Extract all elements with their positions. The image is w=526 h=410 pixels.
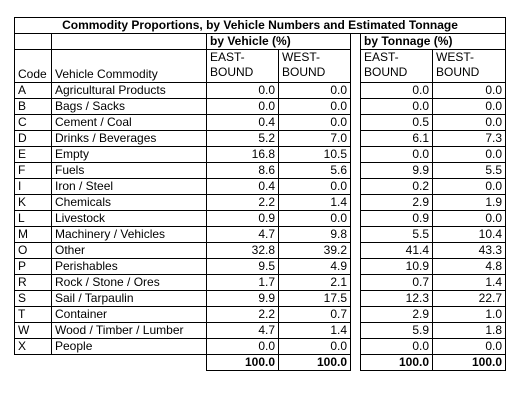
column-gap — [351, 323, 361, 339]
row-tonnage-westbound: 5.5 — [433, 163, 506, 179]
table-row — [15, 131, 506, 147]
row-tonnage-eastbound: 12.3 — [361, 291, 433, 307]
header-vehicle-westbound — [279, 50, 351, 83]
row-tonnage-westbound: 7.3 — [433, 131, 506, 147]
total-vehicle-eastbound: 100.0 — [207, 355, 279, 371]
row-tonnage-westbound: 0.0 — [433, 179, 506, 195]
row-code: P — [15, 259, 52, 275]
row-vehicle-westbound: 0.0 — [279, 211, 351, 227]
column-gap — [351, 131, 361, 147]
row-commodity: Iron / Steel — [52, 179, 207, 195]
row-vehicle-eastbound: 9.5 — [207, 259, 279, 275]
header-tonnage-eastbound — [361, 50, 433, 83]
row-vehicle-eastbound: 0.0 — [207, 83, 279, 99]
row-code: D — [15, 131, 52, 147]
table-title: Commodity Proportions, by Vehicle Numbers and Estimated Tonnage — [15, 18, 506, 34]
row-commodity: Livestock — [52, 211, 207, 227]
row-commodity: Drinks / Beverages — [52, 131, 207, 147]
row-commodity: Cement / Coal — [52, 115, 207, 131]
row-commodity: Container — [52, 307, 207, 323]
row-commodity: Wood / Timber / Lumber — [52, 323, 207, 339]
header-tonnage-westbound — [433, 50, 506, 83]
row-code: K — [15, 195, 52, 211]
row-code: W — [15, 323, 52, 339]
column-gap — [351, 243, 361, 259]
header-code: Code — [15, 50, 52, 83]
row-vehicle-eastbound: 2.2 — [207, 307, 279, 323]
row-vehicle-westbound: 39.2 — [279, 243, 351, 259]
header-tonnage-west-line1: WEST- — [436, 50, 474, 64]
row-tonnage-eastbound: 6.1 — [361, 131, 433, 147]
row-commodity: Perishables — [52, 259, 207, 275]
header-vehicle-east-line2: BOUND — [210, 65, 254, 79]
group-header-row — [15, 34, 506, 50]
row-code: S — [15, 291, 52, 307]
row-tonnage-eastbound: 0.0 — [361, 339, 433, 355]
row-tonnage-westbound: 0.0 — [433, 339, 506, 355]
row-tonnage-eastbound: 2.9 — [361, 307, 433, 323]
row-commodity: Agricultural Products — [52, 83, 207, 99]
row-code: I — [15, 179, 52, 195]
row-vehicle-westbound: 0.0 — [279, 99, 351, 115]
row-vehicle-eastbound: 16.8 — [207, 147, 279, 163]
column-gap — [351, 179, 361, 195]
row-commodity: Fuels — [52, 163, 207, 179]
column-gap — [351, 211, 361, 227]
row-tonnage-eastbound: 5.5 — [361, 227, 433, 243]
row-vehicle-eastbound: 0.4 — [207, 179, 279, 195]
row-code: T — [15, 307, 52, 323]
title-row — [15, 18, 506, 34]
row-code: M — [15, 227, 52, 243]
row-commodity: Empty — [52, 147, 207, 163]
header-tonnage-east-line2: BOUND — [364, 65, 408, 79]
row-vehicle-westbound: 1.4 — [279, 323, 351, 339]
row-tonnage-westbound: 0.0 — [433, 115, 506, 131]
column-gap — [351, 147, 361, 163]
row-commodity: Machinery / Vehicles — [52, 227, 207, 243]
row-code: C — [15, 115, 52, 131]
table-row — [15, 307, 506, 323]
table-row — [15, 83, 506, 99]
total-vehicle-westbound: 100.0 — [279, 355, 351, 371]
table-row — [15, 227, 506, 243]
table-row — [15, 275, 506, 291]
row-vehicle-westbound: 1.4 — [279, 195, 351, 211]
row-vehicle-eastbound: 2.2 — [207, 195, 279, 211]
header-vehicle-eastbound — [207, 50, 279, 83]
column-header-row — [15, 50, 506, 83]
row-commodity: Bags / Sacks — [52, 99, 207, 115]
row-tonnage-eastbound: 0.5 — [361, 115, 433, 131]
row-vehicle-eastbound: 1.7 — [207, 275, 279, 291]
row-tonnage-eastbound: 0.2 — [361, 179, 433, 195]
row-vehicle-westbound: 0.0 — [279, 115, 351, 131]
column-gap — [351, 163, 361, 179]
table-row — [15, 211, 506, 227]
row-commodity: Rock / Stone / Ores — [52, 275, 207, 291]
commodity-table-sheet — [14, 17, 506, 371]
row-vehicle-eastbound: 4.7 — [207, 323, 279, 339]
row-vehicle-westbound: 5.6 — [279, 163, 351, 179]
row-tonnage-westbound: 0.0 — [433, 83, 506, 99]
header-vehicle-west-line1: WEST- — [282, 50, 320, 64]
row-code: L — [15, 211, 52, 227]
table-row — [15, 179, 506, 195]
row-vehicle-eastbound: 0.0 — [207, 339, 279, 355]
header-tonnage-west-line2: BOUND — [436, 65, 480, 79]
row-tonnage-eastbound: 0.0 — [361, 83, 433, 99]
row-vehicle-eastbound: 9.9 — [207, 291, 279, 307]
row-tonnage-eastbound: 41.4 — [361, 243, 433, 259]
header-commodity: Vehicle Commodity — [52, 50, 207, 83]
row-tonnage-eastbound: 0.7 — [361, 275, 433, 291]
column-gap — [351, 339, 361, 355]
row-tonnage-eastbound: 9.9 — [361, 163, 433, 179]
row-vehicle-eastbound: 0.4 — [207, 115, 279, 131]
row-vehicle-westbound: 2.1 — [279, 275, 351, 291]
table-row — [15, 339, 506, 355]
row-commodity: People — [52, 339, 207, 355]
row-vehicle-westbound: 17.5 — [279, 291, 351, 307]
row-tonnage-eastbound: 10.9 — [361, 259, 433, 275]
row-code: E — [15, 147, 52, 163]
row-tonnage-westbound: 43.3 — [433, 243, 506, 259]
row-vehicle-westbound: 0.0 — [279, 179, 351, 195]
row-vehicle-eastbound: 8.6 — [207, 163, 279, 179]
column-gap — [351, 355, 361, 371]
column-gap — [351, 259, 361, 275]
commodity-proportions-table — [14, 17, 506, 371]
column-gap — [351, 99, 361, 115]
row-tonnage-eastbound: 0.9 — [361, 211, 433, 227]
row-commodity: Chemicals — [52, 195, 207, 211]
table-row — [15, 147, 506, 163]
total-tonnage-westbound: 100.0 — [433, 355, 506, 371]
column-gap — [351, 83, 361, 99]
table-row — [15, 195, 506, 211]
row-tonnage-westbound: 1.4 — [433, 275, 506, 291]
row-vehicle-westbound: 0.0 — [279, 83, 351, 99]
table-row — [15, 163, 506, 179]
row-code: X — [15, 339, 52, 355]
table-row — [15, 291, 506, 307]
column-gap — [351, 115, 361, 131]
header-vehicle-east-line1: EAST- — [210, 50, 245, 64]
table-row — [15, 323, 506, 339]
header-vehicle-west-line2: BOUND — [282, 65, 326, 79]
row-tonnage-westbound: 1.9 — [433, 195, 506, 211]
group-header-vehicle: by Vehicle (%) — [207, 34, 351, 50]
row-tonnage-westbound: 10.4 — [433, 227, 506, 243]
group-header-blank-commodity — [52, 34, 207, 50]
row-tonnage-eastbound: 5.9 — [361, 323, 433, 339]
total-tonnage-eastbound: 100.0 — [361, 355, 433, 371]
row-vehicle-eastbound: 0.9 — [207, 211, 279, 227]
row-tonnage-westbound: 0.0 — [433, 211, 506, 227]
row-tonnage-westbound: 0.0 — [433, 99, 506, 115]
row-code: F — [15, 163, 52, 179]
table-row — [15, 99, 506, 115]
column-gap — [351, 307, 361, 323]
row-code: R — [15, 275, 52, 291]
column-gap — [351, 50, 361, 83]
row-tonnage-eastbound: 2.9 — [361, 195, 433, 211]
column-gap — [351, 291, 361, 307]
row-tonnage-eastbound: 0.0 — [361, 99, 433, 115]
table-row — [15, 115, 506, 131]
totals-blank-commodity — [52, 355, 207, 371]
header-tonnage-east-line1: EAST- — [364, 50, 399, 64]
column-gap — [351, 227, 361, 243]
group-header-blank-code — [15, 34, 52, 50]
row-vehicle-westbound: 10.5 — [279, 147, 351, 163]
row-code: B — [15, 99, 52, 115]
row-vehicle-westbound: 0.0 — [279, 339, 351, 355]
row-tonnage-westbound: 22.7 — [433, 291, 506, 307]
table-row — [15, 243, 506, 259]
row-tonnage-eastbound: 0.0 — [361, 147, 433, 163]
row-vehicle-eastbound: 32.8 — [207, 243, 279, 259]
row-code: A — [15, 83, 52, 99]
row-tonnage-westbound: 1.8 — [433, 323, 506, 339]
totals-blank-code — [15, 355, 52, 371]
row-tonnage-westbound: 1.0 — [433, 307, 506, 323]
row-commodity: Other — [52, 243, 207, 259]
group-header-tonnage: by Tonnage (%) — [361, 34, 506, 50]
row-code: O — [15, 243, 52, 259]
row-vehicle-eastbound: 0.0 — [207, 99, 279, 115]
totals-row — [15, 355, 506, 371]
row-vehicle-eastbound: 5.2 — [207, 131, 279, 147]
row-tonnage-westbound: 0.0 — [433, 147, 506, 163]
column-gap — [351, 275, 361, 291]
row-vehicle-westbound: 4.9 — [279, 259, 351, 275]
row-vehicle-westbound: 0.7 — [279, 307, 351, 323]
row-tonnage-westbound: 4.8 — [433, 259, 506, 275]
row-vehicle-westbound: 7.0 — [279, 131, 351, 147]
column-gap — [351, 34, 361, 50]
table-row — [15, 259, 506, 275]
row-vehicle-eastbound: 4.7 — [207, 227, 279, 243]
row-vehicle-westbound: 9.8 — [279, 227, 351, 243]
row-commodity: Sail / Tarpaulin — [52, 291, 207, 307]
column-gap — [351, 195, 361, 211]
